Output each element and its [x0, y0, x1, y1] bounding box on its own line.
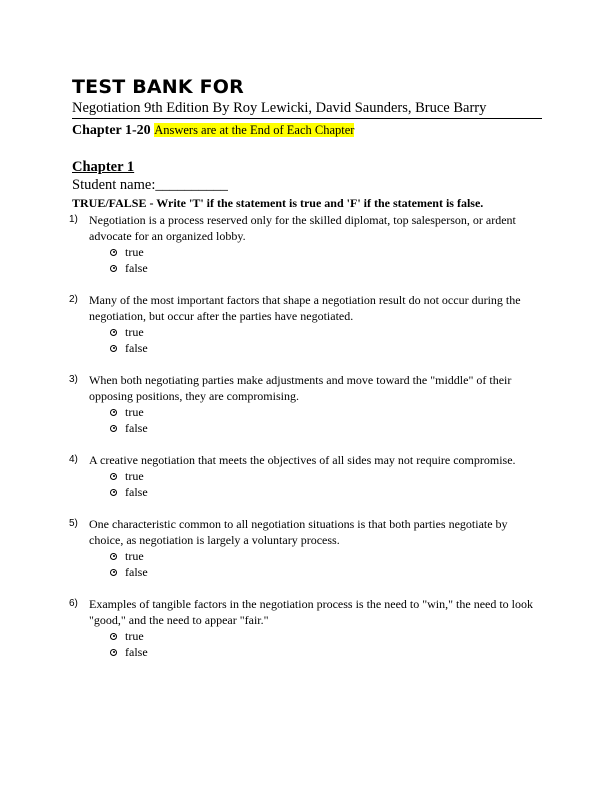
question-number: 3): [69, 374, 78, 385]
document-subtitle: Negotiation 9th Edition By Roy Lewicki, David Saunders, Bruce Barry: [72, 100, 487, 116]
document-title: TEST BANK FOR: [72, 76, 244, 98]
question-item: [69, 596, 542, 660]
instructions: TRUE/FALSE - Write 'T' if the statement is true and 'F' if the statement is false.: [72, 196, 484, 210]
question-list: [69, 212, 542, 660]
answer-option-false[interactable]: [110, 484, 542, 500]
option-label: true: [125, 325, 144, 339]
option-label: false: [125, 261, 148, 275]
radio-button-icon[interactable]: [110, 489, 117, 496]
radio-button-icon[interactable]: [110, 633, 117, 640]
question-text: Many of the most important factors that shape a negotiation result do not occur during the negotiation, but occur after the parties have negotiated.: [89, 293, 521, 323]
answer-options: [110, 628, 542, 660]
option-label: false: [125, 341, 148, 355]
question-item: [69, 372, 542, 436]
radio-button-icon[interactable]: [110, 649, 117, 656]
question-number: 2): [69, 294, 78, 305]
option-label: false: [125, 565, 148, 579]
answer-option-true[interactable]: [110, 468, 542, 484]
option-label: false: [125, 485, 148, 499]
answer-option-true[interactable]: [110, 404, 542, 420]
option-label: true: [125, 549, 144, 563]
answer-options: [110, 244, 542, 276]
answer-options: [110, 324, 542, 356]
question-number: 6): [69, 598, 78, 609]
answers-note: Answers are at the End of Each Chapter: [154, 123, 355, 137]
radio-button-icon[interactable]: [110, 569, 117, 576]
option-label: true: [125, 405, 144, 419]
option-label: false: [125, 645, 148, 659]
radio-button-icon[interactable]: [110, 473, 117, 480]
question-number: 5): [69, 518, 78, 529]
radio-button-icon[interactable]: [110, 249, 117, 256]
question-text: When both negotiating parties make adjustments and move toward the "middle" of their opposing positions, they are compromising.: [89, 373, 512, 403]
chapter-range-line: [72, 118, 542, 140]
question-number: 1): [69, 214, 78, 225]
radio-button-icon[interactable]: [110, 329, 117, 336]
answer-options: [110, 548, 542, 580]
answer-option-true[interactable]: [110, 244, 542, 260]
answer-option-false[interactable]: [110, 420, 542, 436]
radio-button-icon[interactable]: [110, 345, 117, 352]
question-text: A creative negotiation that meets the objectives of all sides may not require compromise.: [89, 453, 516, 467]
chapter-range: Chapter 1-20: [72, 123, 151, 138]
question-item: [69, 452, 542, 500]
answer-options: [110, 404, 542, 436]
option-label: true: [125, 629, 144, 643]
question-number: 4): [69, 454, 78, 465]
option-label: false: [125, 421, 148, 435]
document-page: [69, 76, 542, 660]
option-label: true: [125, 245, 144, 259]
chapter-heading: Chapter 1: [72, 159, 135, 175]
answer-option-false[interactable]: [110, 564, 542, 580]
question-item: [69, 292, 542, 356]
question-text: Negotiation is a process reserved only for the skilled diplomat, top salesperson, or ardent advocate for an organized lobby.: [89, 213, 516, 243]
answer-option-false[interactable]: [110, 260, 542, 276]
answer-option-true[interactable]: [110, 548, 542, 564]
option-label: true: [125, 469, 144, 483]
radio-button-icon[interactable]: [110, 425, 117, 432]
radio-button-icon[interactable]: [110, 409, 117, 416]
answer-option-false[interactable]: [110, 340, 542, 356]
radio-button-icon[interactable]: [110, 265, 117, 272]
answer-option-false[interactable]: [110, 644, 542, 660]
question-item: [69, 516, 542, 580]
radio-button-icon[interactable]: [110, 553, 117, 560]
answer-option-true[interactable]: [110, 324, 542, 340]
question-text: Examples of tangible factors in the negotiation process is the need to "win," the need to look "good," and the need to appear "fair.": [89, 597, 534, 627]
question-text: One characteristic common to all negotiation situations is that both parties negotiate by choice, as negotiation is largely a voluntary process.: [89, 517, 508, 547]
answer-options: [110, 468, 542, 500]
answer-option-true[interactable]: [110, 628, 542, 644]
question-item: [69, 212, 542, 276]
student-name-field[interactable]: Student name:__________: [72, 177, 228, 193]
